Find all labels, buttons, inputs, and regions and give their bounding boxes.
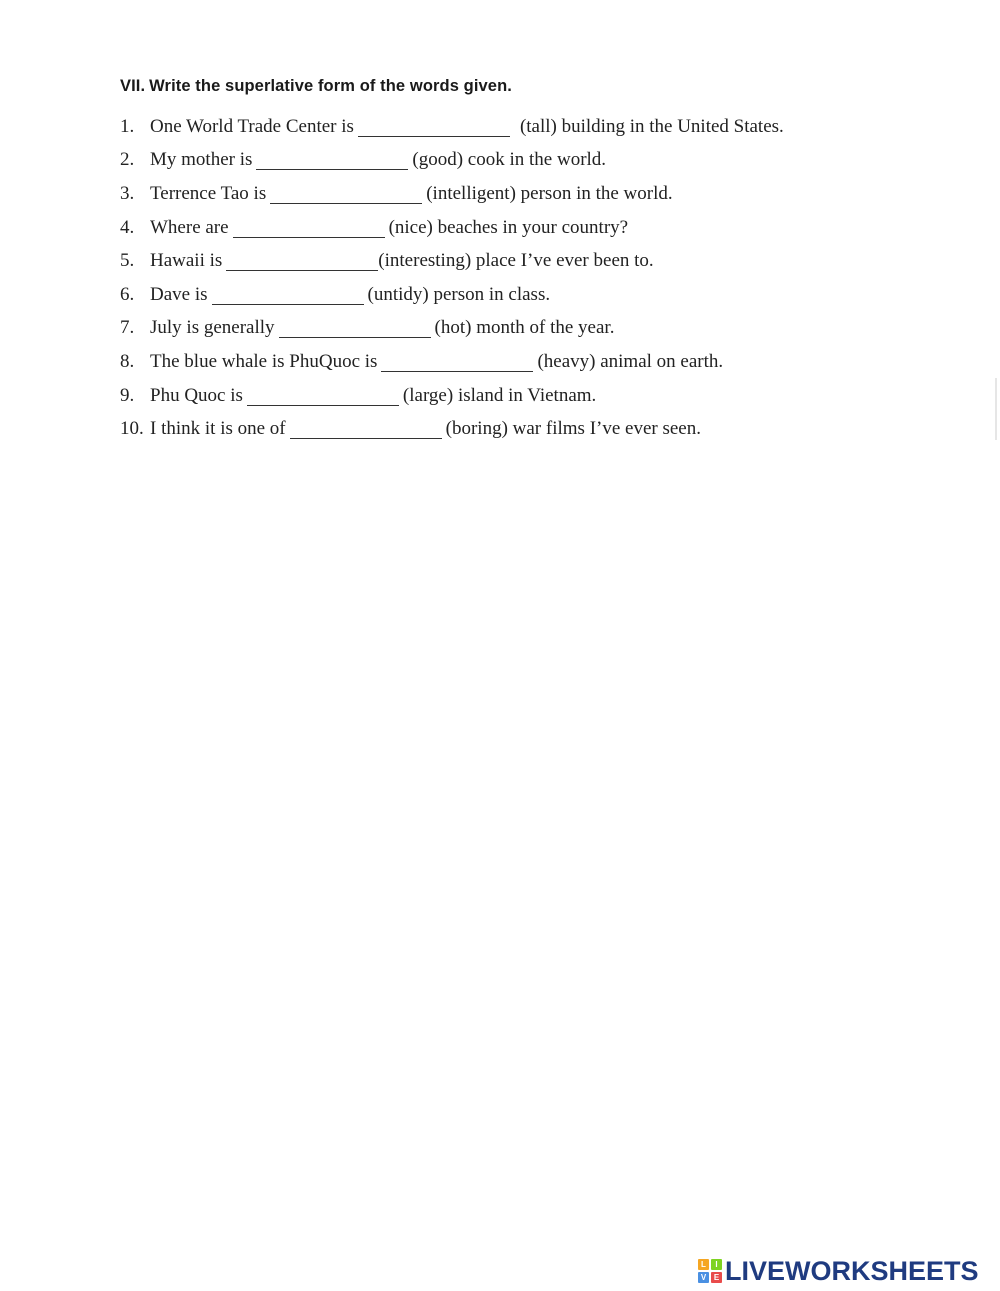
- item-number: 8.: [120, 350, 135, 372]
- item-number: 1.: [120, 115, 135, 137]
- answer-input-1[interactable]: [358, 117, 510, 137]
- item-hint: (good) cook in the world.: [412, 149, 607, 171]
- section-number: VII.: [120, 77, 146, 95]
- item-hint: (large) island in Vietnam.: [402, 384, 597, 406]
- section-heading: [120, 77, 512, 96]
- exercise-list: [120, 110, 784, 446]
- item-hint: (nice) beaches in your country?: [388, 216, 629, 238]
- logo-tile: I: [711, 1259, 722, 1270]
- item-number: 6.: [120, 283, 135, 305]
- item-prompt: Where are: [150, 216, 229, 238]
- answer-input-2[interactable]: [256, 150, 408, 170]
- exercise-item-5: [120, 244, 784, 278]
- item-number: 5.: [120, 250, 135, 272]
- exercise-item-1: [120, 110, 784, 144]
- answer-input-6[interactable]: [212, 285, 364, 305]
- answer-input-5[interactable]: [226, 251, 378, 271]
- answer-input-3[interactable]: [270, 184, 422, 204]
- item-prompt: The blue whale is PhuQuoc is: [150, 350, 378, 372]
- exercise-item-3: [120, 177, 784, 211]
- answer-input-8[interactable]: [381, 352, 533, 372]
- answer-input-9[interactable]: [247, 386, 399, 406]
- item-prompt: Dave is: [150, 283, 208, 305]
- item-prompt: One World Trade Center is: [150, 115, 354, 137]
- answer-input-10[interactable]: [290, 419, 442, 439]
- item-number: 2.: [120, 149, 135, 171]
- exercise-item-6: [120, 278, 784, 312]
- item-prompt: Terrence Tao is: [150, 182, 267, 204]
- item-number: 7.: [120, 317, 135, 339]
- item-hint: (untidy) person in class.: [367, 283, 551, 305]
- exercise-item-7: [120, 312, 784, 346]
- item-prompt: My mother is: [150, 149, 253, 171]
- item-prompt: Phu Quoc is: [150, 384, 243, 406]
- page-edge-shadow: [995, 378, 997, 440]
- item-hint: (hot) month of the year.: [434, 317, 615, 339]
- liveworksheets-logo-icon: [698, 1259, 722, 1283]
- logo-tile: E: [711, 1272, 722, 1283]
- exercise-item-8: [120, 345, 784, 379]
- item-hint: (boring) war films I’ve ever seen.: [445, 418, 701, 440]
- logo-tile: V: [698, 1272, 709, 1283]
- item-hint: (heavy) animal on earth.: [537, 350, 724, 372]
- exercise-item-4: [120, 211, 784, 245]
- item-hint: (interesting) place I’ve ever been to.: [378, 250, 654, 272]
- item-number: 3.: [120, 182, 135, 204]
- exercise-item-9: [120, 379, 784, 413]
- exercise-item-2: [120, 144, 784, 178]
- instruction-text: Write the superlative form of the words given.: [149, 77, 512, 95]
- answer-input-7[interactable]: [279, 318, 431, 338]
- item-hint: (tall) building in the United States.: [519, 115, 784, 137]
- liveworksheets-brand: [698, 1256, 979, 1286]
- brand-wordmark: LIVEWORKSHEETS: [725, 1255, 979, 1286]
- answer-input-4[interactable]: [233, 218, 385, 238]
- item-prompt: July is generally: [150, 317, 275, 339]
- item-prompt: Hawaii is: [150, 250, 223, 272]
- item-number: 9.: [120, 384, 135, 406]
- item-hint: (intelligent) person in the world.: [426, 182, 673, 204]
- item-number: 10.: [120, 418, 144, 440]
- item-number: 4.: [120, 216, 135, 238]
- item-prompt: I think it is one of: [150, 418, 286, 440]
- exercise-item-10: [120, 412, 784, 446]
- logo-tile: L: [698, 1259, 709, 1270]
